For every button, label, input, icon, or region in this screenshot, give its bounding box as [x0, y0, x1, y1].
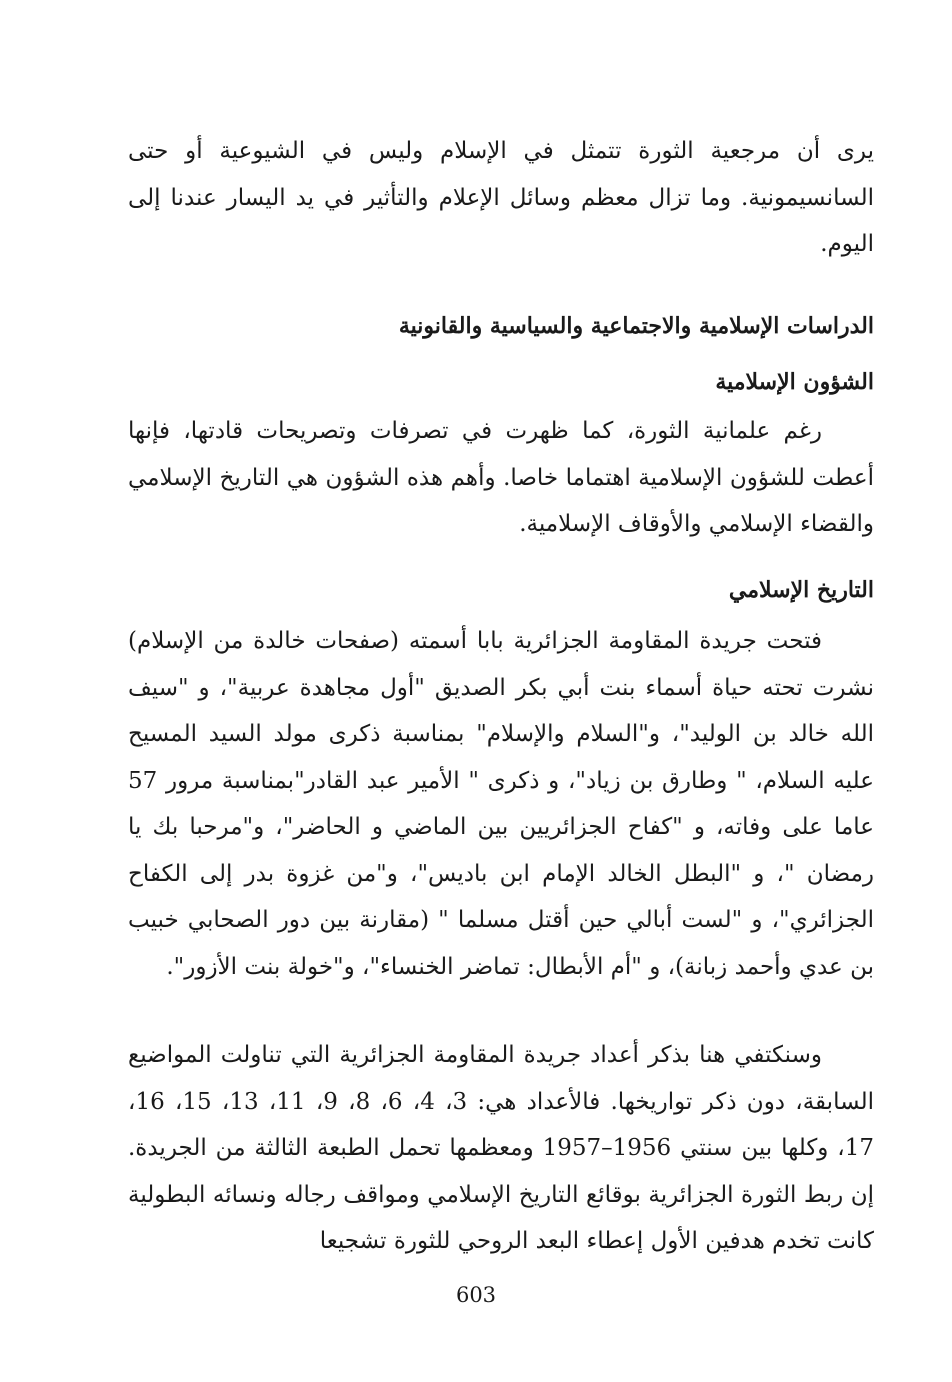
islamic-affairs-heading: الشؤون الإسلامية — [715, 369, 874, 395]
issues-paragraph — [128, 1032, 874, 1265]
islamic-history-heading: التاريخ الإسلامي — [728, 577, 874, 603]
section-heading: الدراسات الإسلامية والاجتماعية والسياسية والقانونية — [398, 313, 874, 339]
issues-text: وسنكتفي هنا بذكر أعداد جريدة المقاومة الجزائرية التي تناولت المواضيع السابقة، دون ذكر تواريخها. فالأعداد هي: 3، 4، 6، 8، 9، 11، 13، 15، 16، 17، وكلها بين سنتي 1956–1957 ومعظمها تحمل الطبعة الثالثة من الجريدة. إن ربط الثورة الجزائرية بوقائع التاريخ الإسلامي ومواقف رجاله ونسائه البطولية كانت تخدم هدفين الأول إعطاء البعد الروحي للثورة تشجيعا — [128, 1042, 875, 1254]
islamic-affairs-text: رغم علمانية الثورة، كما ظهرت في تصرفات وتصريحات قادتها، فإنها أعطت للشؤون الإسلامية اهتماما خاصا. وأهم هذه الشؤون هي التاريخ الإسلامي والقضاء الإسلامي والأوقاف الإسلامية. — [128, 418, 874, 537]
islamic-affairs-paragraph — [128, 408, 874, 548]
islamic-history-paragraph — [128, 618, 874, 990]
intro-text: يرى أن مرجعية الثورة تتمثل في الإسلام وليس في الشيوعية أو حتى السانسيمونية. وما تزال معظم وسائل الإعلام والتأثير في يد اليسار عندنا إلى اليوم. — [128, 138, 874, 257]
page-number: 603 — [455, 1283, 497, 1307]
intro-paragraph — [128, 128, 874, 268]
islamic-history-text: فتحت جريدة المقاومة الجزائرية بابا أسمته (صفحات خالدة من الإسلام) نشرت تحته حياة أسماء بنت أبي بكر الصديق "أول مجاهدة عربية"، و "سيف الله خالد بن الوليد"، و"السلام والإسلام" بمناسبة ذكرى مولد السيد المسيح عليه السلام، " وطارق بن زياد"، و ذكرى " الأمير عبد القادر"بمناسبة مرور 57 عاما على وفاته، و "كفاح الجزائريين بين الماضي و الحاضر"، و"مرحبا بك يا رمضان "، و "البطل الخالد الإمام ابن باديس"، و"من غزوة بدر إلى الكفاح الجزائري"، و "لست أبالي حين أقتل مسلما " (مقارنة بين دور الصحابي خبيب بن عدي وأحمد زبانة)، و "أم الأبطال: تماضر الخنساء"، و"خولة بنت الأزور". — [128, 628, 874, 980]
